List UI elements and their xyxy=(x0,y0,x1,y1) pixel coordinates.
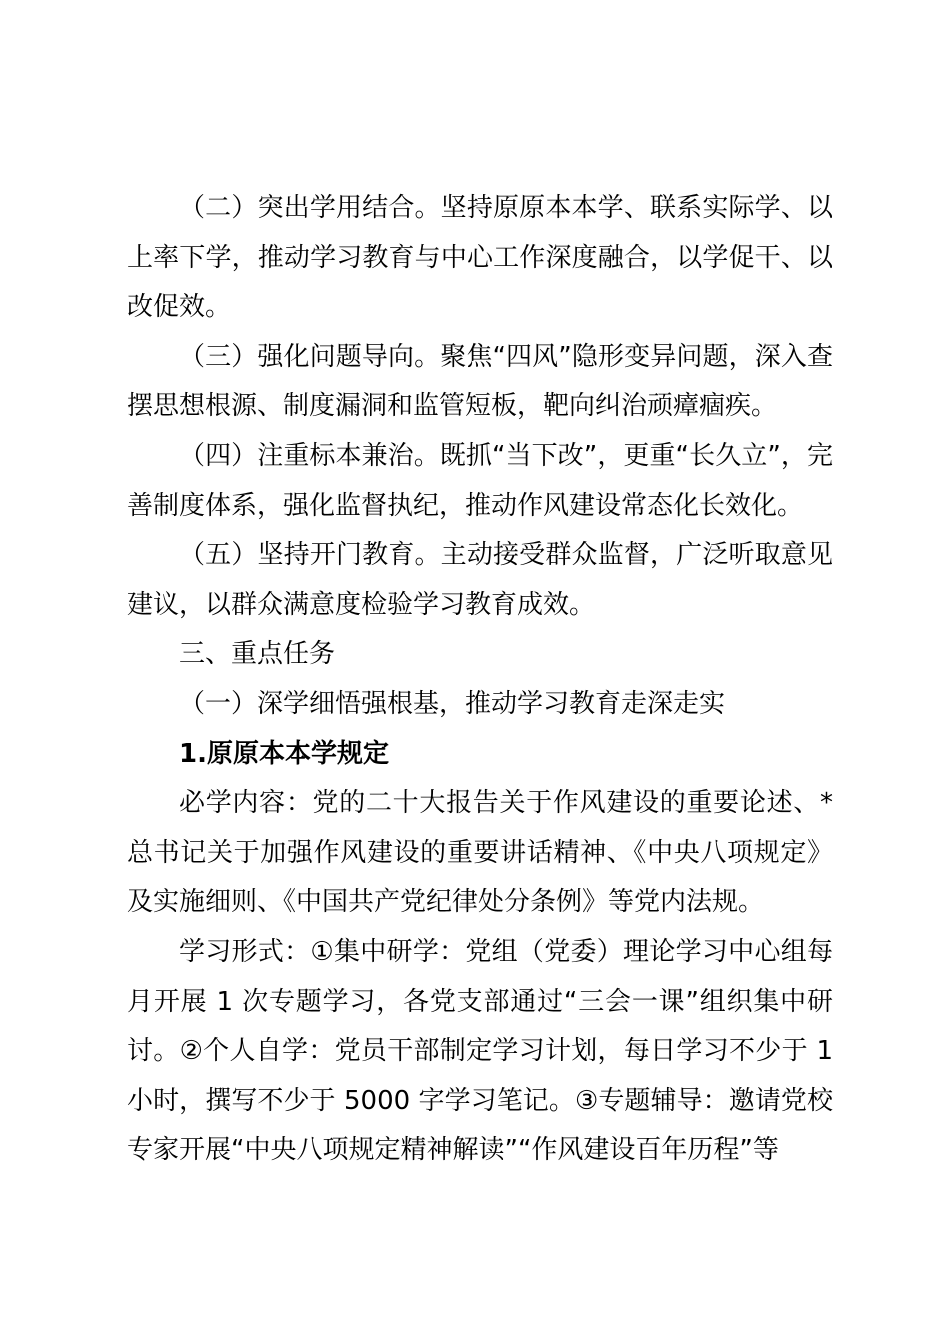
paragraph-principle-2: （二）突出学用结合。坚持原原本本学、联系实际学、以上率下学，推动学习教育与中心工作深度融合，以学促干、以改促效。 xyxy=(127,193,833,323)
subsection-heading-1: （一）深学细悟强根基，推动学习教育走深走实 xyxy=(179,688,726,719)
paragraph-principle-4: （四）注重标本兼治。既抓“当下改”，更重“长久立”，完善制度体系，强化监督执纪，推动作风建设常态化长效化。 xyxy=(127,440,833,521)
paragraph-principle-3: （三）强化问题导向。聚焦“四风”隐形变异问题，深入查摆思想根源、制度漏洞和监管短板，靶向纠治顽瘴痼疾。 xyxy=(127,341,833,422)
paragraph-study-format: 学习形式：①集中研学：党组（党委）理论学习中心组每月开展 1 次专题学习，各党支部通过“三会一课”组织集中研讨。②个人自学：党员干部制定学习计划，每日学习不少于 1 小时，撰写不少于 5000 字学习笔记。③专题辅导：邀请党校专家开展“中央八项规定精神解读”“作风建设百年历程”等 xyxy=(127,936,833,1166)
document-body xyxy=(127,184,833,1176)
paragraph-required-content: 必学内容：党的二十大报告关于作风建设的重要论述、*总书记关于加强作风建设的重要讲话精神、《中央八项规定》及实施细则、《中国共产党纪律处分条例》等党内法规。 xyxy=(127,788,833,918)
section-heading-key-tasks: 三、重点任务 xyxy=(179,639,336,670)
item-heading-1: 1.原原本本学规定 xyxy=(179,738,389,769)
paragraph-principle-5: （五）坚持开门教育。主动接受群众监督，广泛听取意见建议，以群众满意度检验学习教育成效。 xyxy=(127,540,833,620)
